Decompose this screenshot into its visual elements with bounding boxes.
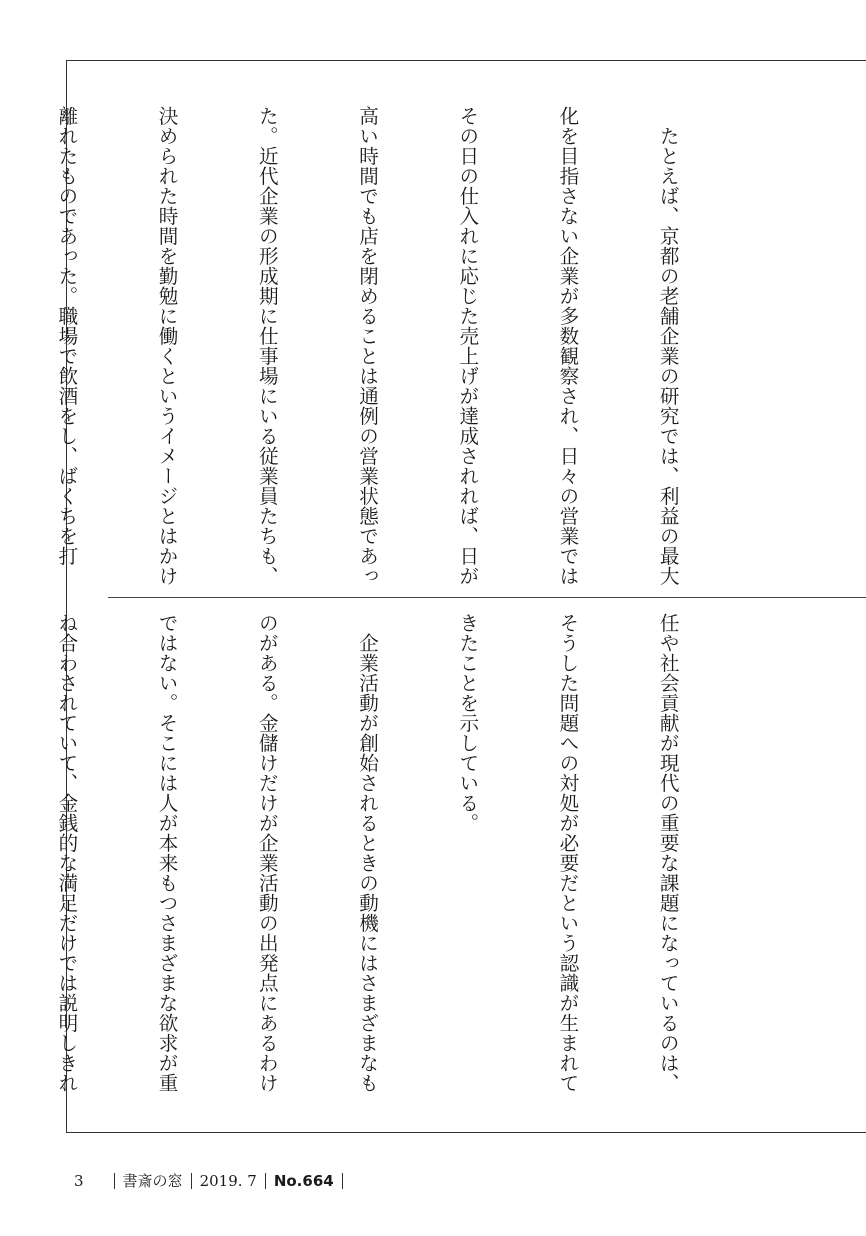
text-column: たとえば、京都の老舗企業の研究では、利益の最大 [656,106,680,586]
text-column: そうした問題への対処が必要だという認識が生まれて [555,613,579,1093]
page-number: 3 [74,1171,84,1190]
tier-divider-rule [108,597,866,598]
text-column: 離れたものであった。職場で飲酒をし、ばくちを打 [54,106,78,566]
text-column: 決められた時間を勤勉に働くというイメージとはかけ [155,106,179,586]
text-column: 任や社会貢献が現代の重要な課題になっているのは、 [656,613,680,1093]
text-column: ね合わされていて、金銭的な満足だけでは説明しきれ [54,613,78,1093]
text-column: 企業活動が創始されるときの動機にはさまざまなも [355,613,379,1093]
footer-divider [265,1173,266,1189]
text-column: た。近代企業の形成期に仕事場にいる従業員たちも、 [255,106,279,586]
footer-divider [114,1173,115,1189]
text-column: その日の仕入れに応じた売上げが達成されれば、日が [455,106,479,586]
text-column: 高い時間でも店を閉めることは通例の営業状態であっ [355,106,379,586]
text-column: きたことを示している。 [455,613,479,833]
text-column: ではない。そこには人が本来もつさまざまな欲求が重 [155,613,179,1093]
upper-text-tier [0,106,751,586]
issue-number: No.664 [273,1171,334,1190]
text-column: 化を目指さない企業が多数観察され、日々の営業では [555,106,579,586]
frame-top-rule [66,60,866,61]
footer-divider [191,1173,192,1189]
page-footer [74,1170,351,1191]
frame-bottom-rule [66,1132,866,1133]
issue-date: 2019. 7 [199,1171,257,1190]
lower-text-tier [0,613,751,1093]
magazine-title: 書斎の窓 [122,1172,183,1190]
text-column: のがある。金儲けだけが企業活動の出発点にあるわけ [255,613,279,1093]
footer-divider [342,1173,343,1189]
